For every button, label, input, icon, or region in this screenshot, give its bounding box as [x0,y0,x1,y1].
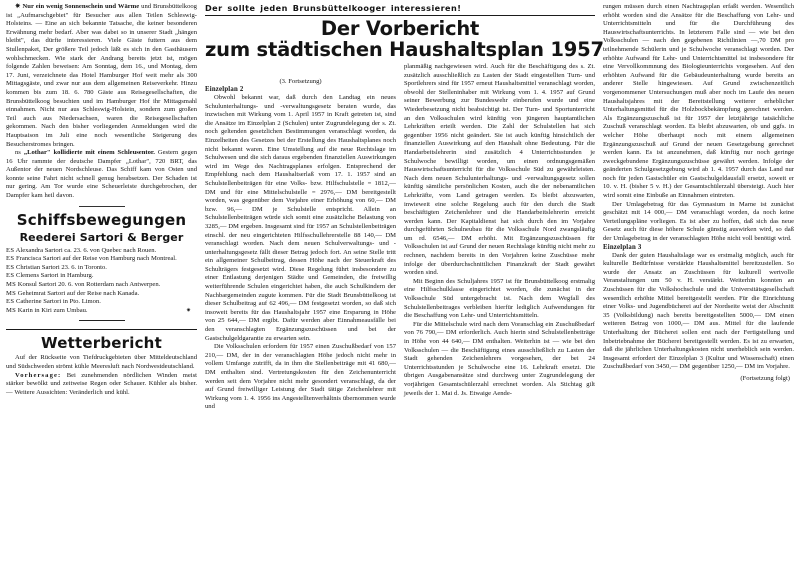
headline-line-1: Der Vorbericht [320,17,480,40]
list-item [6,298,197,307]
budget-paragraph: Dank der guten Haushaltslage war es erstmalig möglich, auch für kulturelle Bedürfnisse verstärkte Haushaltsmittel bereitzustellen. So wurde der Ansatz an Zuschüssen für kulturell wertvolle Veranstaltungen um 50 v. H. verstärkt. Weiterhin konnten an Zuschüssen für die Volkshochschule und die Universitätsgesellschaft wesentlich erhöhte Mittel bereitgestellt werden. Für die Einrichtung einer Volks- und Jugendbücherei auf der Nordseite weist der Abschnitt 35 (Volksbildung) nach bereits bereitgestellten 5000,— DM einen weiteren Betrag von 1000,— DM aus. Mittel für die laufende Unterhaltung der Bücherei sollen erst nach der Fertigstellung und Inbetriebnahme der Bücherei bereitgestellt werden. Es ist zu erwarten, daß die jährlichen Unterhaltungskosten nicht unerheblich sein werden. Insgesamt erfordert der Einzelplan 3 (Kultur und Wissenschaft) einen Zuschußbedarf von 3450,— DM gegenüber 1250,— DM im Vorjahre. [603,251,794,371]
column-local-news [2,3,201,573]
budget-paragraph: rungen müssen durch einen Nachtragsplan erfaßt werden. Wesentlich erhöht worden sind die Ansätze für die Beschaffung von Lehr- und Unterrichtsmitteln und für die Durchführung des Hauswirtschaftsunterrichts. In letzterem Falle sind — wie bei den Volksschulen — nach den gegebenen Richtlinien —,70 DM pro teilnehmende Schülerin und je Schulwoche veranschlagt worden. Der erhöhte Aufwand für Lehr- und Unterrichtsmittel ist insbesondere für eine Vervollkommnung des Biologieunterrichts vorgesehen. Auf den erhöhten Aufwand für die Gebäudeunterhaltung wurde bereits an anderer Stelle hingewiesen. Auf Grund zwischenzeitlich vorgenommener Untersuchungen muß aber noch im Laufe des neuen Haushaltsjahres mit der Bereitstellung weiterer erheblicher Unterhaltungsmittel für die Holzbockbekämpfung gerechnet werden. Als Ergänzungszuschuß ist für 1957 der letztjährige tatsächliche Zuschuß veranschlagt worden. Es bleibt abzuwarten, ob und ggfs. in welcher Höhe überhaupt noch mit einem allgemeinen Ergänzungszuschuß auf Grund der neuen Gesetzgebung gerechnet werden kann. Es ist anzunehmen, daß künftig nur noch geringe zweckgebundene Ergänzungszuschüsse gewährt werden. Infolge der geänderten Schulgesetzgebung wird ab 1. 4. 1957 durch das Land nur noch für jeden Gastschüler ein Gastschulgeldausfall ersetzt, soweit er 10. v. H. (bisher 5 v. H.) der Gesamtschülerzahl übersteigt. Auch hier wird somit eine Einbuße an Einnahmen eintreten. [603,3,794,200]
ship-detail: Christian Sartori 23. 6. in Toronto. [15,263,107,271]
list-item: MS Karin in Kiri zum Umbau. ✷ [6,306,192,314]
snowflake-icon: ✷ [15,3,21,10]
weather-forecast [6,372,197,398]
budget-paragraph: planmäßig nachgewiesen wird. Auch für die Beschäftigung des s. Zt. zusätzlich ausschließlich zu Lasten der Stadt eingestellten Turn- und Sportlehrers sind für 1957 erneut Haushaltsmittel veranschlagt worden, obwohl der Stelleninhaber mit Wirkung vom 1. 4. 1957 auf Grund seiner Bewerbung zur Bundeswehr einberufen wurde und eine Wiederbesetzung nicht beabsichtigt ist. Der Turn- und Sportunterricht an den Volksschulen wird künftig von jüngeren hauptamtlichen Lehrkräften erteilt werden. Die Zahl der Schulstellen hat sich gegenüber 1956 nicht geändert. Sie ist auch künftig hinsichtlich der finanziellen Auswirkung auf den Haushalt ohne Bedeutung. Für die Handarbeitslehrerin sind zusätzlich 4 Unterrichtsstunden je Schulwoche bewilligt worden, um einen ordnungsgemäßen Hauswirtschaftsunterricht für die Volksschule Süd zu gewährleisten. Nach dem neuen Schulunterhaltungs- und -verwaltungsgesetz sollen künftig sämtliche persönlichen Kosten, auch die der nebenamtlichen Lehrkräfte, vom Land getragen werden. Es bleibt abzuwarten, inwieweit eine solche Regelung auch für den durch die Stadt beschäftigten Zeichenlehrer und die Handarbeitslehrerin erreicht werden kann. Der Kapitaldienst hat sich durch den im Vorjahre durchgeführten Schulneubau für die Volksschule Nord zwangsläufig um rd. 6546,— DM erhöht. Mit Ergänzungszuschüssen für Volksschulen ist auf Grund der neuen Rechtslage künftig nicht mehr zu rechnen, nachdem bereits in den Vorjahren keine Zuschüsse mehr infolge der überdurchschnittlichen Finanzkraft der Stadt gewährt worden sind. [404,63,595,277]
article-sunshine-lead: Nur ein wenig Sonnenschein und Wärme [22,3,140,10]
ship-type: MS [6,306,17,314]
divider-rule [79,320,125,321]
budget-paragraph: Obwohl bekannt war, daß durch den Landtag ein neues Schulunterhaltungs- und -verwaltungsgesetz beraten wurde, das inzwischen mit Wirkung vom 1. April 1957 in Kraft getreten ist, sind die Ansätze im Einzelplan 2 (Schulen) unter Zugrundelegung der s. Zt. noch geltenden gesetzlichen Bestimmungen veranschlagt worden, da Einzelheiten des Gesetzes bei der Erstellung des Haushaltsplanes noch nicht bekannt waren. Eine Umstellung auf die neue Rechtslage im Schulwesen und die sich daraus ergebenden finanziellen Auswirkungen wird im Wege des Nachtragsplanes erfolgen. Entsprechend der Empfehlung nach dem Haushaltserlaß vom 17. 1. 1957 sind an Schulstellenbeiträgen für eine Volks- bzw. Hilfschulstelle = 1812,— DM und für eine Mittelschulstelle = 2976,— DM bereitgestellt worden, was gegenüber dem Vorjahre einer Erhöhung von 60,— DM bzw. 96,— DM je Schulstelle entspricht. Allein an Schulstellenbeiträgen würde sich somit eine zusätzliche Belastung von 3285,— DM ergeben. Insgesamt sind für 1957 an Schulstellenbeiträgen einschl. der neu eingerichteten Hilfsschullehrerstelle 88 140,— DM veranschlagt worden. Nach dem neuen Schulverwaltungs- und -unterhaltungsgesetz fällt dieser Betrag jedoch fort. An seine Stelle tritt ein allgemeiner Schulbeitrag, dessen Höhe nach der Steuerkraft des Schulträgers festgesetzt wird. Diese Regelung führt insbesondere zu einer Entlastung derjenigen Städte und Gemeinden, die freiwillig weiterführende Schulen eingerichtet haben, die auch Schulkindern der Nachbargemeinden zugute kommen. Für die Stadt Brunsbüttelkoog ist dieser Schulbeitrag auf 62 496,— DM festgesetzt worden, so daß sich insoweit bereits für das Haushaltsjahr 1957 eine Ersparung in Höhe von 25 644,— DM ergibt. Dafür werden aber Einnahmeausfälle bei den veranschlagten Ergänzungszuschüssen und bei der Gastschulgeldgarantie zu erwarten sein. [205,94,396,342]
article-lothar-body: Gestern gegen 16 Uhr rammte der deutsche Dampfer „Lothar", 720 BRT, das Außentor der neuen Nordschleuse. Das Schiff kam von Osten und konnte seine Fahrt nicht schnell genug herabsetzen. Der Schaden ist nur gering. Am Tor wurde eine Scheuerleiste durchgebrochen, der Dampfer kam heil davon. [6,149,197,200]
article-lothar-collision [6,149,197,201]
budget-paragraph: Der Umlagebetrag für das Gymnasium in Marne ist zunächst geschätzt mit 14 000,— DM veranschlagt worden, da noch keine Verteilungspläne vorliegen. Es ist aber zu hoffen, daß sich das neue Gesetz auch für diese höhere Schule günstig auswirken wird, so daß der Umlagebetrag in der veranschlagten Höhe nicht voll benötigt wird. [603,200,794,243]
budget-paragraph: Für die Mittelschule wird nach dem Voranschlag ein Zuschußbedarf von 76 790,— DM erforderlich. Auch hierin sind Schulstellenbeiträge in Höhe von 44 640,— DM enthalten. Weiterhin ist — wie bei den Volksschulen — die Beschäftigung eines ausschließlich zu Lasten der Stadt gehenden Zeichenlehrers vorgesehen, der bei 24 Unterrichtsstunden je Schulwoche eine 16. Lehrkraft ersetzt. Die übrigen Ausgabenansätze sind durchweg unter Zugrundelegung der vorjährigen Gesamtschülerzahl errechnet worden. Als Stichtag gilt jeweils der 1. Mai d. Js. Etwaige Aende- [404,320,595,397]
weather-report [6,334,197,397]
ship-detail: Alexandra Sartori ca. 23. 6. von Quebec nach Rouen. [15,246,157,254]
section-title-weather: Wetterbericht [41,334,162,353]
headline-kicker: Der sollte jeden Brunsbüttelkooger interessieren! [205,3,595,16]
ship-detail: Clemens Sartori in Hamburg. [15,272,94,280]
weather-forecast-label: Vorhersage: [15,371,62,379]
divider-rule [79,206,125,207]
ship-movement-list [6,247,197,316]
continuation-note: (3. Fortsetzung) [279,78,322,85]
article-lothar-lead: „Lothar" kollidierte mit einem Schleusentor. [23,149,155,157]
ship-type: ES [6,272,15,280]
article-sunshine-body: und Brunsbüttelkoog ist „Aufmarschgebiet" für Besucher aus allen Teilen Schleswig-Holsteins. — Eine an sich bekannte Tatsache, die keiner besonderen Erwähnung mehr bedarf. Aber was dabei so in unserer Stadt „hängen bleibt", das dürfte interessieren. Viele Gäste futtern aus dem Stullenpaket, Der größere Teil jedoch läßt es sich in den Gasthäusern wohlschmecken. Wie stark der Andrang bereits jetzt ist, mögen folgende Zahlen beweisen: Am Sonntag, dem 16., und Montag, dem 17. Juni, verzeichnete das Hotel Hamburger Hof weit mehr als 300 Mittagsgäste, und zwar nur aus dem allgemeinen Reiseverkehr. Hinzu kommen bis zum 18. 6. 780 Gäste aus Reisegesellschaften, die Brunsbüttelkoog besuchten und im Hamburger Hof ihr Mittagsmahl einnahmen. Nicht nur aus Schleswig-Holstein, sondern zum großen Teil auch aus Niedersachsen, waren die Reisegesellschaften gekommen. Nach den bisher vorliegenden Anmeldungen wird die Hauptsaison im Juli eine noch wesentliche Steigerung des Besucherstromes bringen. [6,3,197,148]
weather-forecast-body: Bei zunehmenden nördlichen Winden meist stärker bewölkt und zeitweise Regen oder Schauer. Kühler als bisher. — Weitere Aussichten: Veränderlich und kühl. [6,371,197,396]
list-item [6,247,197,256]
ship-detail: Catherine Sartori in Pto. Limon. [15,298,101,306]
ship-type: ES [6,263,15,271]
main-headline-block [200,3,604,61]
page-title [205,17,604,61]
section-rule [6,329,197,330]
budget-paragraph: Die Volksschulen erfordern für 1957 einen Zuschußbedarf von 157 210,— DM, der in der veranschlagten Höhe jedoch nicht mehr in vollem Umfange zutrifft, da in ihm die Stellenbeiträge mit 41 680,— DM enthalten sind. Vertretungskosten für den Zeichenunterricht werden seit dem Vorjahre nicht mehr gesondert veranschlagt, da der auf Grund freiwilliger Leistung der Stadt tätige Zeichenlehrer mit Wirkung vom 1. 4. 1956 ins Angestelltenverhältnis übernommen wurde und [205,343,396,411]
ship-detail: Geheimrat Sartori auf der Reise nach Kanada. [17,289,140,297]
budget-paragraph: Mit Beginn des Schuljahres 1957 ist für Brunsbüttelkoog erstmalig eine Hilfsschulklasse eingerichtet worden, die zunächst in der Volksschule Süd untergebracht ist. Nach dem Wegfall des Schulstellenbeitrages verbleiben hierfür lediglich Aufwendungen für die Beschaffung von Lehr- und Unterrichtsmitteln. [404,277,595,320]
list-item [6,255,197,264]
section-title-shipping: Schiffsbewegungen [16,210,187,229]
list-item [6,281,197,290]
ship-type: ES [6,246,15,254]
ship-detail: Franciscа Sartori auf der Reise von Hamburg nach Montreal. [15,255,177,263]
column-budget-part2 [400,3,599,573]
plan-label-einzelplan-3: Einzelplan 3 [603,243,642,251]
column-budget-part3 [599,3,798,573]
list-item [6,290,197,299]
article-sunshine-tourism [6,3,197,149]
column-budget-part1 [201,3,400,573]
headline-line-2: zum städtischen Haushaltsplan 1957 [205,38,604,61]
ship-detail: Karin in Kiri zum Umbau. [17,306,88,314]
list-item [6,264,197,273]
section-subtitle-shipping-company: Reederei Sartori & Berger [19,230,184,244]
weather-body: Auf der Rückseite von Tiefdruckgebieten über Mitteldeutschland und Südschweden strömt kühle Meeresluft nach Nordwestdeutschland. [6,354,197,370]
plan-label-einzelplan-2: Einzelplan 2 [205,86,244,93]
continues-note: (Fortsetzung folgt) [740,374,790,382]
list-item [6,272,197,281]
ship-type: ES [6,298,15,306]
ship-type: MS [6,289,17,297]
ship-type: MS [6,281,17,289]
article-lothar-prefix: ns [15,149,21,157]
ship-detail: Konsul Sartori 20. 6. von Rotterdam nach Antwerpen. [17,281,161,289]
ship-type: ES [6,255,15,263]
